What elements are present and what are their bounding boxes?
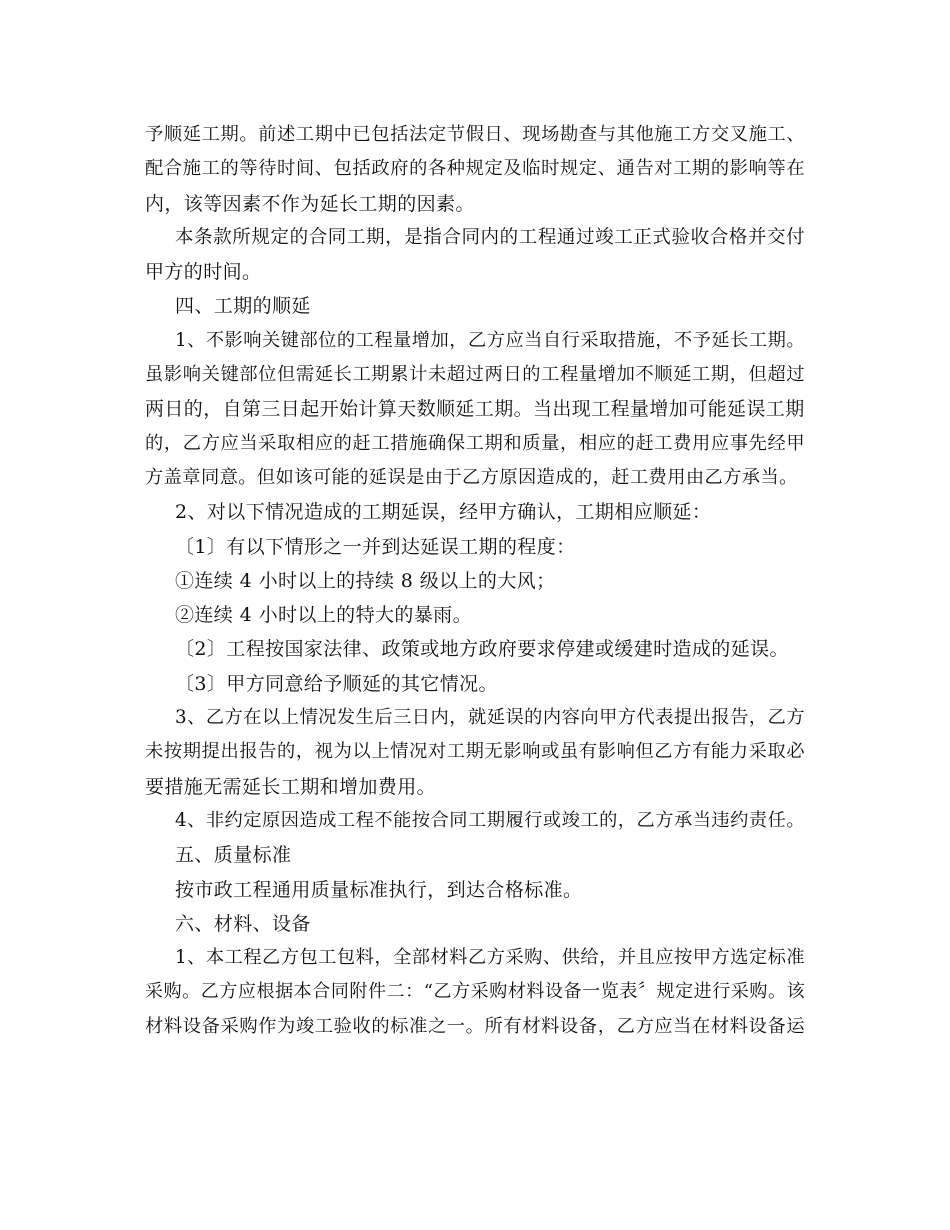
text-line: 内，该等因素不作为延长工期的因素。 [145, 192, 475, 215]
text-line: 四、工期的顺延 [175, 295, 311, 318]
text-line: 六、材料、设备 [175, 912, 311, 935]
text-line: 〔2〕工程按国家法律、政策或地方政府要求停建或缓建时造成的延误。 [175, 638, 789, 661]
document-body [145, 118, 805, 1044]
text-line: 〔3〕甲方同意给予顺延的其它情况。 [175, 672, 498, 695]
text-line: ①连续 4 小时以上的持续 8 级以上的大风； [175, 569, 556, 592]
text-line: 两日的，自第三日起开始计算天数顺延工期。当出现工程量增加可能延误工期 [145, 398, 805, 421]
text-line: 未按期提出报告的，视为以上情况对工期无影响或虽有影响但乙方有能力采取必 [145, 741, 805, 763]
text-line: 1、不影响关键部位的工程量增加，乙方应当自行采取措施，不予延长工期。 [175, 329, 805, 351]
text-line: 要措施无需延长工期和增加费用。 [145, 775, 437, 798]
text-line: 甲方的时间。 [145, 261, 262, 284]
text-line: 配合施工的等待时间、包括政府的各种规定及临时规定、通告对工期的影响等在 [145, 158, 805, 180]
text-line: 材料设备采购作为竣工验收的标准之一。所有材料设备，乙方应当在材料设备运 [145, 1015, 805, 1037]
text-line: 虽影响关键部位但需延长工期累计未超过两日的工程量增加不顺延工期，但超过 [145, 364, 805, 386]
text-line: 2、对以下情况造成的工期延误，经甲方确认，工期相应顺延： [175, 501, 712, 524]
text-line: 予顺延工期。前述工期中已包括法定节假日、现场勘查与其他施工方交叉施工、 [145, 124, 805, 145]
text-line: 4、非约定原因造成工程不能按合同工期履行或竣工的，乙方承当违约责任。 [175, 809, 805, 831]
text-line: 方盖章同意。但如该可能的延误是由于乙方原因造成的，赶工费用由乙方承当。 [145, 466, 798, 488]
text-line: 按市政工程通用质量标准执行，到达合格标准。 [175, 878, 583, 901]
text-line: 本条款所规定的合同工期，是指合同内的工程通过竣工正式验收合格并交付 [175, 226, 805, 248]
text-line: 1、本工程乙方包工包料，全部材料乙方采购、供给，并且应按甲方选定标准 [175, 947, 805, 969]
text-line: ②连续 4 小时以上的特大的暴雨。 [175, 604, 472, 627]
text-line: 3、乙方在以上情况发生后三日内，就延误的内容向甲方代表提出报告，乙方 [175, 707, 805, 729]
text-line: 五、质量标准 [175, 844, 292, 867]
document-page [145, 118, 805, 1044]
text-line: 〔1〕有以下情形之一并到达延误工期的程度： [175, 535, 576, 558]
text-line: 的，乙方应当采取相应的赶工措施确保工期和质量，相应的赶工费用应事先经甲 [145, 432, 805, 454]
text-line: 采购。乙方应根据本合同附件二：“乙方采购材料设备一览表〞规定进行采购。该 [145, 981, 805, 1003]
